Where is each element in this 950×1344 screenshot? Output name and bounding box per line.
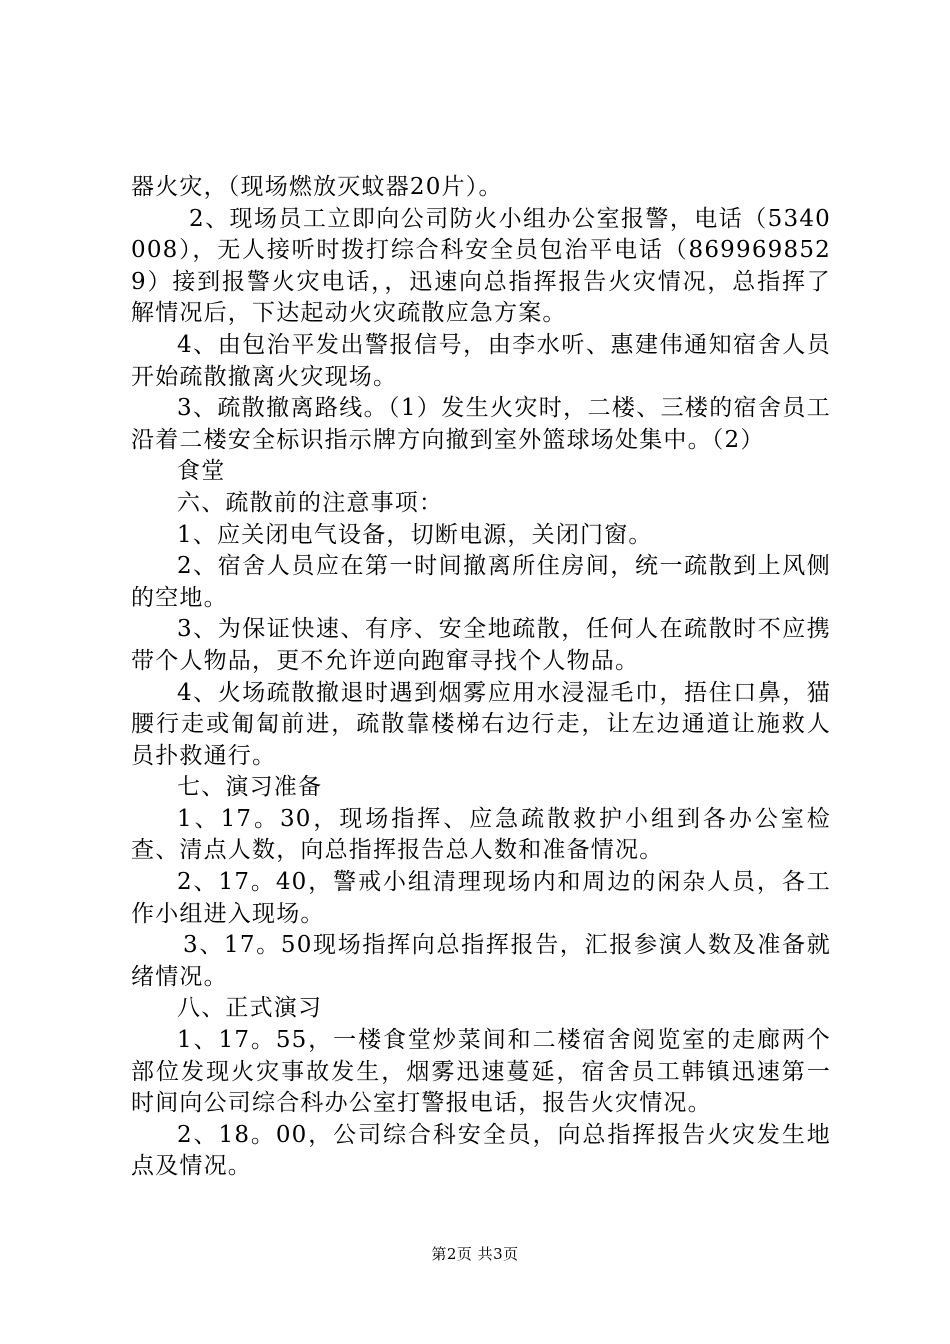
paragraph: 4、火场疏散撤退时遇到烟雾应用水浸湿毛巾，捂住口鼻，猫腰行走或匍匐前进，疏散靠楼梯右边行走，让左边通道让施救人员扑救通行。 [131,679,831,769]
paragraph: 3、疏散撤离路线。（1）发生火灾时，二楼、三楼的宿舍员工沿着二楼安全标识指示牌方向撤到室外篮球场处集中。（2） [131,395,831,453]
paragraph: 1、应关闭电气设备，切断电源，关闭门窗。 [177,521,653,548]
paragraph: 2、宿舍人员应在第一时间撤离所住房间，统一疏散到上风侧的空地。 [131,553,831,611]
paragraph: 1、17。55，一楼食堂炒菜间和二楼宿舍阅览室的走廊两个部位发现火灾事故发生，烟雾迅速蔓延，宿舍员工韩镇迅速第一时间向公司综合科办公室打警报电话，报告火灾情况。 [131,1027,831,1117]
paragraph: 3、为保证快速、有序、安全地疏散，任何人在疏散时不应携带个人物品，更不允许逆向跑窜寻找个人物品。 [131,616,831,674]
paragraph: 食堂 [177,458,226,485]
paragraph: 2、18。00，公司综合科安全员，向总指挥报告火灾发生地点及情况。 [131,1121,831,1180]
paragraph: 2、现场员工立即向公司防火小组办公室报警，电话（5340008），无人接听时拨打综合科安全员包治平电话（8699698529）接到报警火灾电话，，迅速向总指挥报告火灾情况，总指挥了解情况后，下达起动火灾疏散应急方案。 [131,205,831,327]
paragraph: 器火灾，（现场燃放灭蚊器20片）。 [131,174,503,200]
paragraph: 1、17。30，现场指挥、应急疏散救护小组到各办公室检查、清点人数，向总指挥报告总人数和准备情况。 [131,805,831,864]
section-heading: 六、疏散前的注意事项： [177,489,444,516]
paragraph: 3、17。50现场指挥向总指挥报告，汇报参演人数及准备就绪情况。 [131,932,831,990]
paragraph: 4、由包治平发出警报信号，由李水听、惠建伟通知宿舍人员开始疏散撤离火灾现场。 [131,331,831,390]
document-body [131,172,831,1183]
paragraph: 2、17。40，警戒小组清理现场内和周边的闲杂人员，各工作小组进入现场。 [131,869,831,927]
section-heading: 八、正式演习 [177,995,323,1022]
page-number-footer: 第2页 共3页 [431,1245,519,1263]
section-heading: 七、演习准备 [177,774,323,801]
